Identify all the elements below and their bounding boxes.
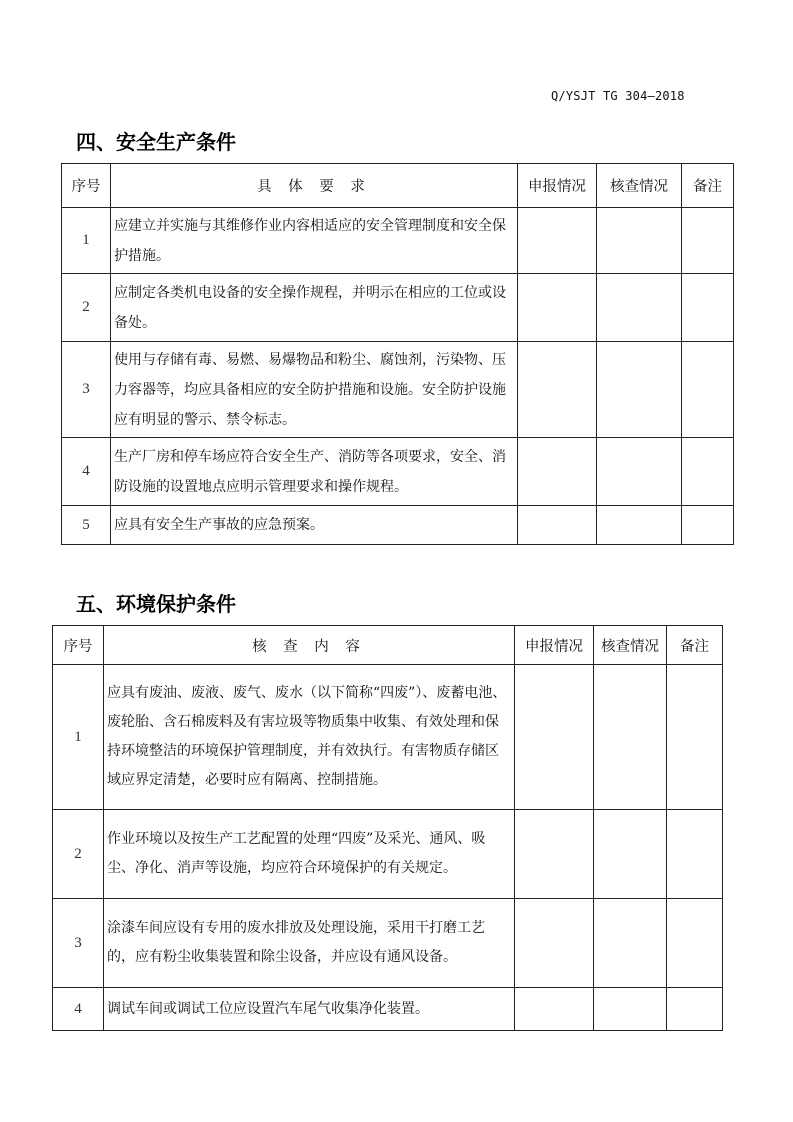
row-number: 1 bbox=[53, 665, 104, 810]
declared-cell[interactable] bbox=[515, 665, 594, 810]
row-text: 应具有废油、废液、废气、废水（以下简称“四废”）、废蓄电池、废轮胎、含石棉废料及有害垃圾等物质集中收集、有效处理和保持环境整洁的环境保护管理制度，并有效执行。有害物质存储区域应界定清楚，必要时应有隔离、控制措施。 bbox=[104, 665, 515, 810]
column-header-declared: 申报情况 bbox=[515, 626, 594, 665]
row-number: 3 bbox=[62, 342, 111, 438]
table-row bbox=[62, 342, 734, 438]
row-number: 2 bbox=[62, 274, 111, 342]
remark-cell[interactable] bbox=[667, 810, 723, 899]
column-header-no: 序号 bbox=[53, 626, 104, 665]
table-row bbox=[53, 665, 723, 810]
remark-cell[interactable] bbox=[667, 988, 723, 1031]
checked-cell[interactable] bbox=[594, 899, 667, 988]
checked-cell[interactable] bbox=[597, 274, 682, 342]
remark-cell[interactable] bbox=[667, 665, 723, 810]
row-number: 4 bbox=[62, 438, 111, 506]
environment-conditions-table bbox=[52, 625, 723, 1031]
checked-cell[interactable] bbox=[594, 665, 667, 810]
declared-cell[interactable] bbox=[518, 506, 597, 545]
remark-cell[interactable] bbox=[682, 438, 734, 506]
remark-cell[interactable] bbox=[682, 274, 734, 342]
table-row bbox=[53, 988, 723, 1031]
table-row bbox=[62, 438, 734, 506]
section-4-title: 四、安全生产条件 bbox=[76, 130, 236, 154]
column-header-declared: 申报情况 bbox=[518, 164, 597, 208]
column-header-remark: 备注 bbox=[682, 164, 734, 208]
column-header-remark: 备注 bbox=[667, 626, 723, 665]
column-header-checked: 核查情况 bbox=[597, 164, 682, 208]
row-text: 调试车间或调试工位应设置汽车尾气收集净化装置。 bbox=[104, 988, 515, 1031]
checked-cell[interactable] bbox=[597, 438, 682, 506]
row-number: 1 bbox=[62, 208, 111, 274]
row-text: 应具有安全生产事故的应急预案。 bbox=[111, 506, 518, 545]
declared-cell[interactable] bbox=[515, 899, 594, 988]
row-text: 应制定各类机电设备的安全操作规程，并明示在相应的工位或设备处。 bbox=[111, 274, 518, 342]
column-header-requirement: 具 体 要 求 bbox=[111, 164, 518, 208]
row-number: 5 bbox=[62, 506, 111, 545]
checked-cell[interactable] bbox=[597, 208, 682, 274]
safety-conditions-table bbox=[61, 163, 734, 545]
remark-cell[interactable] bbox=[682, 506, 734, 545]
table-row bbox=[62, 506, 734, 545]
table-row bbox=[62, 208, 734, 274]
row-text: 应建立并实施与其维修作业内容相适应的安全管理制度和安全保护措施。 bbox=[111, 208, 518, 274]
declared-cell[interactable] bbox=[518, 274, 597, 342]
row-number: 2 bbox=[53, 810, 104, 899]
column-header-checked: 核查情况 bbox=[594, 626, 667, 665]
checked-cell[interactable] bbox=[597, 342, 682, 438]
remark-cell[interactable] bbox=[682, 208, 734, 274]
table-header-row bbox=[53, 626, 723, 665]
document-number: Q/YSJT TG 304—2018 bbox=[551, 89, 685, 103]
checked-cell[interactable] bbox=[594, 988, 667, 1031]
checked-cell[interactable] bbox=[594, 810, 667, 899]
row-text: 涂漆车间应设有专用的废水排放及处理设施，采用干打磨工艺的，应有粉尘收集装置和除尘设备，并应设有通风设备。 bbox=[104, 899, 515, 988]
remark-cell[interactable] bbox=[667, 899, 723, 988]
row-number: 3 bbox=[53, 899, 104, 988]
declared-cell[interactable] bbox=[518, 208, 597, 274]
table-row bbox=[53, 899, 723, 988]
row-text: 使用与存储有毒、易燃、易爆物品和粉尘、腐蚀剂，污染物、压力容器等，均应具备相应的安全防护措施和设施。安全防护设施应有明显的警示、禁令标志。 bbox=[111, 342, 518, 438]
remark-cell[interactable] bbox=[682, 342, 734, 438]
column-header-content: 核 查 内 容 bbox=[104, 626, 515, 665]
declared-cell[interactable] bbox=[518, 342, 597, 438]
row-text: 生产厂房和停车场应符合安全生产、消防等各项要求，安全、消防设施的设置地点应明示管理要求和操作规程。 bbox=[111, 438, 518, 506]
row-number: 4 bbox=[53, 988, 104, 1031]
row-text: 作业环境以及按生产工艺配置的处理“四废”及采光、通风、吸尘、净化、消声等设施，均应符合环境保护的有关规定。 bbox=[104, 810, 515, 899]
column-header-no: 序号 bbox=[62, 164, 111, 208]
section-5-title: 五、环境保护条件 bbox=[76, 592, 236, 616]
table-row bbox=[53, 810, 723, 899]
checked-cell[interactable] bbox=[597, 506, 682, 545]
declared-cell[interactable] bbox=[518, 438, 597, 506]
table-row bbox=[62, 274, 734, 342]
table-header-row bbox=[62, 164, 734, 208]
declared-cell[interactable] bbox=[515, 988, 594, 1031]
declared-cell[interactable] bbox=[515, 810, 594, 899]
